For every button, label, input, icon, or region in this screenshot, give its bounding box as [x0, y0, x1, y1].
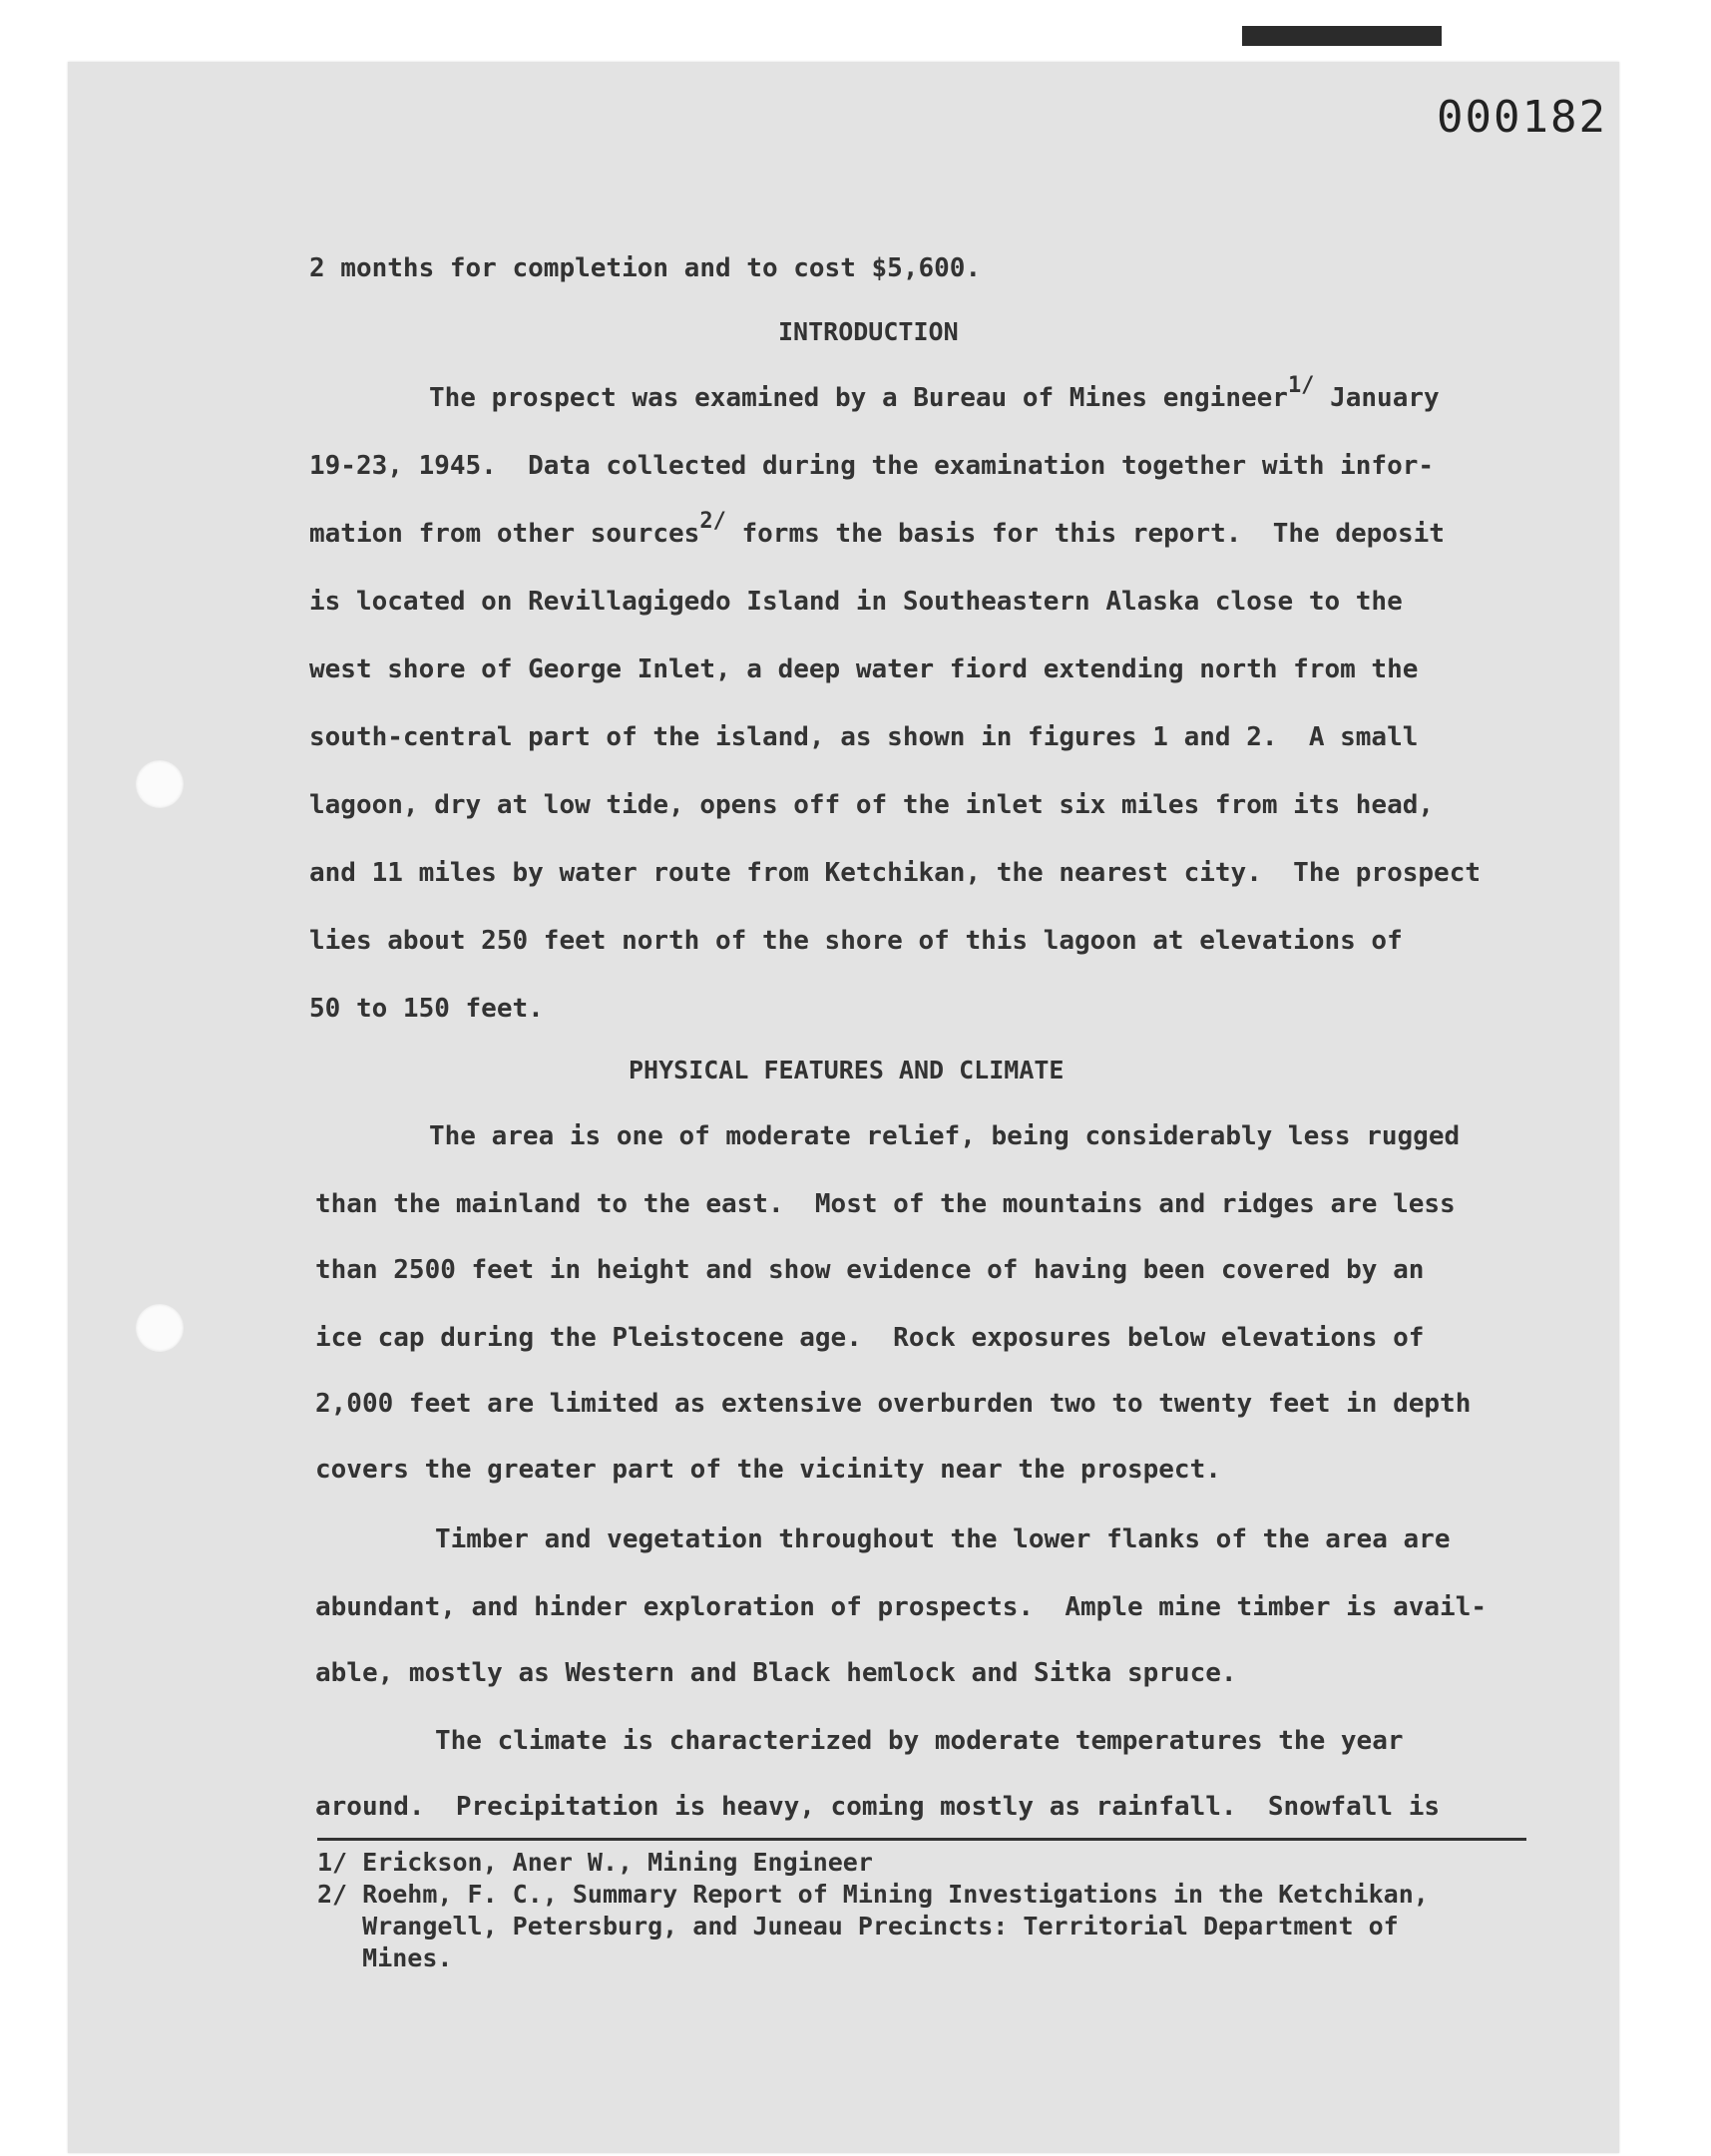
phys-line-1: The area is one of moderate relief, being considerably less rugged — [429, 1121, 1461, 1151]
phys-line-4: ice cap during the Pleistocene age. Rock exposures below elevations of — [315, 1323, 1425, 1353]
punch-hole-upper — [136, 760, 184, 808]
phys-line-6: covers the greater part of the vicinity near the prospect. — [315, 1455, 1221, 1485]
footnote-divider — [317, 1838, 1526, 1841]
intro-line-10: 50 to 150 feet. — [309, 994, 544, 1024]
footnote-2: 2/ Roehm, F. C., Summary Report of Mining Investigations in the Ketchikan, — [317, 1880, 1429, 1909]
intro-line-1-text: The prospect was examined by a Bureau of Mines engineer — [429, 383, 1288, 413]
phys-line-7: Timber and vegetation throughout the lower flanks of the area are — [435, 1524, 1451, 1554]
phys-line-11: around. Precipitation is heavy, coming mostly as rainfall. Snowfall is — [315, 1792, 1441, 1822]
intro-line-8: and 11 miles by water route from Ketchikan, the nearest city. The prospect — [309, 858, 1481, 888]
footnote-ref-1: 1/ — [1287, 373, 1315, 398]
intro-line-1-tail: January — [1330, 383, 1440, 413]
intro-line-1 — [429, 373, 1440, 413]
footnote-1: 1/ Erickson, Aner W., Mining Engineer — [317, 1848, 873, 1877]
opening-line: 2 months for completion and to cost $5,600. — [309, 253, 982, 283]
intro-line-3 — [309, 509, 1445, 549]
phys-line-10: The climate is characterized by moderate temperatures the year — [435, 1726, 1404, 1756]
intro-line-9: lies about 250 feet north of the shore of this lagoon at elevations of — [309, 926, 1403, 956]
intro-line-7: lagoon, dry at low tide, opens off of the inlet six miles from its head, — [309, 790, 1435, 820]
footnote-2-cont-1: Wrangell, Petersburg, and Juneau Precincts: Territorial Department of — [317, 1912, 1399, 1940]
phys-line-8: abundant, and hinder exploration of prospects. Ample mine timber is avail- — [315, 1592, 1487, 1622]
intro-line-4: is located on Revillagigedo Island in Southeastern Alaska close to the — [309, 587, 1403, 617]
intro-line-6: south-central part of the island, as shown in figures 1 and 2. A small — [309, 722, 1419, 752]
intro-line-3-tail: forms the basis for this report. The deposit — [741, 519, 1445, 549]
intro-line-2: 19-23, 1945. Data collected during the examination together with infor- — [309, 451, 1435, 481]
punch-hole-lower — [136, 1304, 184, 1352]
phys-line-3: than 2500 feet in height and show evidence of having been covered by an — [315, 1255, 1425, 1285]
heading-physical-features: PHYSICAL FEATURES AND CLIMATE — [629, 1056, 1065, 1084]
footnote-2-cont-2: Mines. — [317, 1943, 453, 1972]
intro-line-3-text: mation from other sources — [309, 519, 700, 549]
phys-line-9: able, mostly as Western and Black hemlock and Sitka spruce. — [315, 1658, 1237, 1688]
footnote-ref-2: 2/ — [699, 509, 726, 534]
intro-line-5: west shore of George Inlet, a deep water fiord extending north from the — [309, 654, 1419, 684]
phys-line-5: 2,000 feet are limited as extensive overburden two to twenty feet in depth — [315, 1389, 1472, 1419]
phys-line-2: than the mainland to the east. Most of the mountains and ridges are less — [315, 1189, 1456, 1219]
page-number: 000182 — [1437, 92, 1607, 143]
binder-tab — [1242, 26, 1442, 46]
heading-introduction: INTRODUCTION — [778, 317, 959, 346]
